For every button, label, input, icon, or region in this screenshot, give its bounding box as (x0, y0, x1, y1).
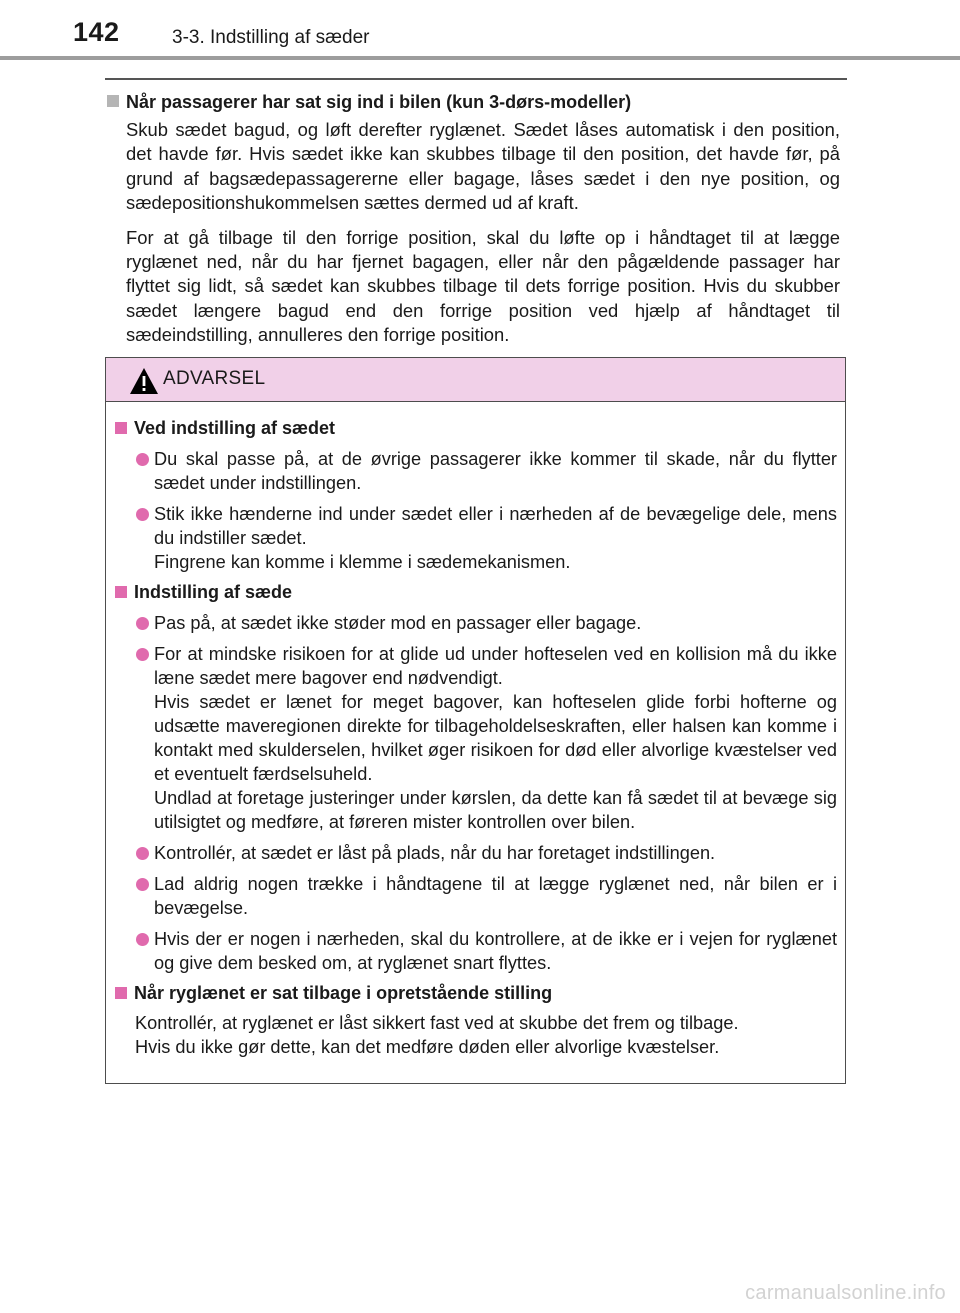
warning-bullet (113, 447, 837, 495)
square-bullet-icon (107, 95, 119, 107)
main-content (105, 90, 840, 348)
warning-body (106, 402, 845, 1059)
warning-bullet (113, 611, 837, 635)
warning-section (113, 981, 837, 1059)
warning-text-line: Kontrollér, at ryglænet er låst sikkert fast ved at skubbe det frem og tilbage. (135, 1013, 739, 1033)
bullet-text: Lad aldrig nogen trække i håndtagene til at lægge ryglænet ned, når bilen er i bevægelse. (154, 874, 837, 918)
round-bullet-icon (136, 878, 149, 891)
bullet-text: Du skal passe på, at de øvrige passagerer ikke kommer til skade, når du flytter sædet under indstillingen. (154, 449, 837, 493)
warning-section (113, 580, 837, 975)
main-heading-text: Når passagerer har sat sig ind i bilen (kun 3-dørs-modeller) (126, 92, 632, 112)
square-bullet-icon (115, 422, 127, 434)
warning-bullet (113, 841, 837, 865)
main-paragraph: Skub sædet bagud, og løft derefter ryglænet. Sædet låses automatisk i den position, det havde før. Hvis sædet ikke kan skubbes tilbage til den position, det havde før, på grund af bagsædepassagererne eller bagage, låses sædet i den nye position, og sædepositionshukommelsen sættes dermed ud af kraft. (126, 119, 840, 214)
warning-section-heading (113, 416, 837, 440)
main-heading (105, 90, 840, 114)
section-title: 3-3. Indstilling af sæder (172, 27, 370, 48)
page-number: 142 (73, 17, 120, 47)
warning-bullet (113, 642, 837, 834)
warning-section-heading-text: Ved indstilling af sædet (134, 418, 336, 438)
round-bullet-icon (136, 508, 149, 521)
warning-text-line: Hvis du ikke gør dette, kan det medføre døden eller alvorlige kvæstelser. (135, 1037, 720, 1057)
warning-bullet (113, 927, 837, 975)
main-paragraph: For at gå tilbage til den forrige position, skal du løfte op i håndtaget til at lægge ryglænet ned, når du har fjernet bagagen, eller når den pågældende passager har flyttet sig lidt, så sædet kan skubbes tilbage til dets forrige position. Hvis du skubber sædet længere bagud end den forrige position ved hjælp af håndtaget til sædeindstilling, annulleres den forrige position. (126, 226, 840, 346)
warning-header (106, 358, 845, 402)
warning-section-heading-text: Indstilling af sæde (134, 582, 293, 602)
square-bullet-icon (115, 987, 127, 999)
round-bullet-icon (136, 453, 149, 466)
round-bullet-icon (136, 617, 149, 630)
bullet-text: Kontrollér, at sædet er låst på plads, når du har foretaget indstillingen. (154, 843, 716, 863)
warning-text (113, 1011, 837, 1059)
warning-section-heading (113, 580, 837, 604)
watermark: carmanualsonline.info (745, 1282, 946, 1304)
warning-bullet (113, 872, 837, 920)
warning-section-heading-text: Når ryglænet er sat tilbage i opretstående stilling (134, 983, 553, 1003)
bullet-text: Hvis sædet er lænet for meget bagover, kan hofteselen glide forbi hofterne og udsætte maveregionen direkte for tilbageholdelseskraften, eller halsen kan komme i kontakt med skulderselen, hvilket øger risikoen for død eller alvorlige kvæstelser ved et eventuelt færdselsuheld. (154, 692, 837, 784)
warning-bullet (113, 502, 837, 574)
warning-title: ADVARSEL (163, 368, 266, 389)
warning-triangle-icon (129, 367, 159, 395)
warning-section-heading (113, 981, 837, 1005)
bullet-text: Hvis der er nogen i nærheden, skal du kontrollere, at de ikke er i vejen for ryglænet og give dem besked om, at ryglænet snart flyttes. (154, 929, 837, 973)
bullet-text: Undlad at foretage justeringer under kørslen, da dette kan få sædet til at bevæge sig utilsigtet og medføre, at føreren mister kontrollen over bilen. (154, 788, 837, 832)
round-bullet-icon (136, 648, 149, 661)
bullet-text: Pas på, at sædet ikke støder mod en passager eller bagage. (154, 613, 642, 633)
warning-section (113, 416, 837, 574)
round-bullet-icon (136, 847, 149, 860)
bullet-text: Fingrene kan komme i klemme i sædemekanismen. (154, 552, 571, 572)
bullet-text: Stik ikke hænderne ind under sædet eller i nærheden af de bevægelige dele, mens du indstiller sædet. (154, 504, 837, 548)
section-divider (105, 78, 847, 80)
square-bullet-icon (115, 586, 127, 598)
bullet-text: For at mindske risikoen for at glide ud under hofteselen ved en kollision må du ikke læne sædet mere bagover end nødvendigt. (154, 644, 837, 688)
round-bullet-icon (136, 933, 149, 946)
warning-box (105, 357, 846, 1084)
header-rule (0, 56, 960, 60)
